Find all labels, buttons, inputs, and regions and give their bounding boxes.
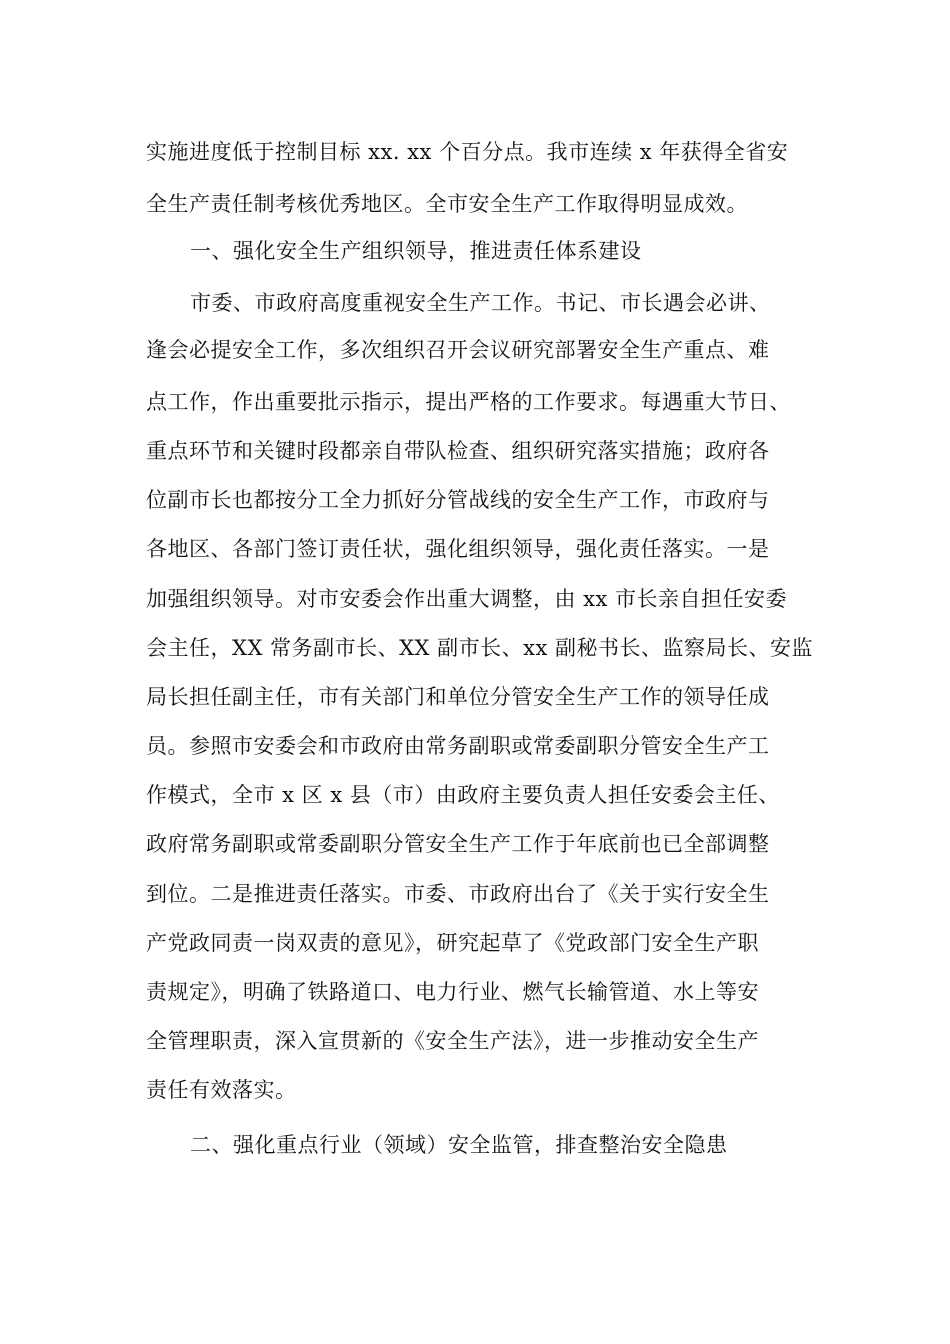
text-line-19: 全管理职责，深入宣贯新的《安全生产法》，进一步推动安全生产: [146, 1029, 759, 1053]
text-line-6: 点工作，作出重要批示指示，提出严格的工作要求。每遇重大节日、: [146, 390, 791, 414]
text-line-18: 责规定》，明确了铁路道口、电力行业、燃气长输管道、水上等安: [146, 980, 759, 1004]
text-line-13: 员。参照市安委会和市政府由常务副职或常委副职分管安全生产工: [146, 734, 770, 758]
text-line-12: 局长担任副主任，市有关部门和单位分管安全生产工作的领导任成: [146, 685, 770, 709]
text-line-20: 责任有效落实。: [146, 1078, 297, 1102]
section-heading-2: 二、强化重点行业（领域）安全监管，排查整治安全隐患: [190, 1133, 728, 1157]
text-line-10: 加强组织领导。对市安委会作出重大调整，由 xx 市长亲自担任安委: [146, 587, 788, 611]
text-line-4: 市委、市政府高度重视安全生产工作。书记、市长遇会必讲、: [190, 291, 771, 315]
text-line-8: 位副市长也都按分工全力抓好分管战线的安全生产工作，市政府与: [146, 488, 770, 512]
text-line-17: 产党政同责一岗双责的意见》，研究起草了《党政部门安全生产职: [146, 931, 759, 955]
section-heading-1: 一、强化安全生产组织领导，推进责任体系建设: [190, 239, 642, 263]
text-line-7: 重点环节和关键时段都亲自带队检查、组织研究落实措施；政府各: [146, 439, 770, 463]
text-line-11: 会主任，XX 常务副市长、XX 副市长、xx 副秘书长、监察局长、安监: [146, 636, 814, 660]
text-line-9: 各地区、各部门签订责任状，强化组织领导，强化责任落实。一是: [146, 537, 770, 561]
text-line-16: 到位。二是推进责任落实。市委、市政府出台了《关于实行安全生: [146, 882, 770, 906]
text-line-14: 作模式，全市 x 区 x 县（市）由政府主要负责人担任安委会主任、: [146, 783, 780, 807]
text-line-5: 逢会必提安全工作，多次组织召开会议研究部署安全生产重点、难: [146, 338, 770, 362]
text-line-15: 政府常务副职或常委副职分管安全生产工作于年底前也已全部调整: [146, 832, 770, 856]
text-line-2: 全生产责任制考核优秀地区。全市安全生产工作取得明显成效。: [146, 192, 748, 216]
text-line-1: 实施进度低于控制目标 xx. xx 个百分点。我市连续 x 年获得全省安: [146, 140, 789, 164]
